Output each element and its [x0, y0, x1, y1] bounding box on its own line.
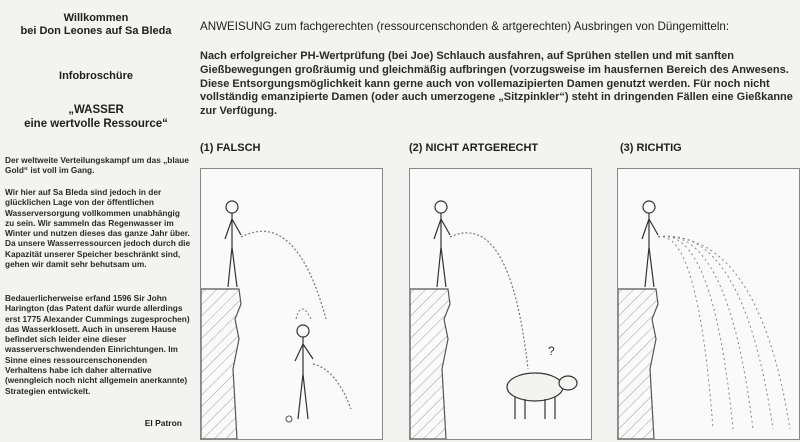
stream-2 — [313, 364, 351, 409]
spray-fan — [658, 236, 790, 429]
question-mark: ? — [548, 344, 555, 358]
sidebar-paragraph-3: Bedauerlicherweise erfand 1596 Sir John Harington (das Patent dafür wurde allerdings erst 1775 Alexander Cummings zugesprochen) das Wasserklosett. Auch in unserem Hause befindet sich leider eine dieser wasserverschwendenden Einrichtungen. Im Sinne eines ressourcenschonenden Verhaltens habe ich daher alternative (wenngleich noch nicht allgemein anerkannte) Strategien entwickelt. — [5, 293, 190, 396]
signature: El Patron — [144, 418, 182, 428]
caption-falsch: (1) FALSCH — [200, 142, 261, 154]
panel-falsch — [200, 168, 383, 440]
greeting-line-2: bei Don Leones auf Sa Bleda — [20, 25, 172, 37]
splash — [296, 309, 311, 319]
man-on-cliff — [225, 201, 241, 287]
main-content — [200, 0, 800, 442]
caption-nicht-artgerecht: (2) NICHT ARTGERECHT — [409, 142, 539, 154]
illustration-nicht-artgerecht — [410, 169, 591, 439]
sidebar-header — [0, 12, 192, 38]
man-on-cliff — [434, 201, 450, 287]
brochure-subtitle: Infobroschüre — [59, 70, 133, 82]
stream — [450, 233, 528, 369]
quote-line-1: „WASSER — [68, 104, 124, 116]
quote-line-2: eine wertvolle Ressource“ — [24, 118, 168, 130]
instruction-body: Nach erfolgreicher PH-Wertprüfung (bei Joe) Schlauch ausfahren, auf Sprühen stellen und mit sanften Gießbewegungen großräumig und gleichmäßig aufbringen (vorzugsweise im hausfernen Bereich des Anwesens. Diese Entsorgungsmöglichkeit kann gerne auch von vollemazipierten Damen genutzt werden. Für noch nicht vollständig emanzipierte Damen (oder auch umerzogene „Sitzpinkler“) steht in dringenden Fällen eine Gießkanne zur Verfügung. — [200, 50, 793, 118]
caption-richtig: (3) RICHTIG — [620, 142, 682, 154]
panel-richtig — [617, 168, 800, 440]
brochure-quote — [0, 103, 192, 131]
panel-nicht-artgerecht — [409, 168, 592, 440]
cliff-shape — [618, 289, 658, 439]
man-on-cliff — [642, 201, 658, 287]
illustration-richtig — [618, 169, 799, 439]
sheep — [507, 373, 577, 419]
cliff-shape — [410, 289, 450, 439]
greeting-line-1: Willkommen — [63, 12, 129, 24]
stream-1 — [241, 231, 326, 319]
cliff-shape — [201, 289, 241, 439]
sidebar-paragraph-2: Wir hier auf Sa Bleda sind jedoch in der glücklichen Lage von der öffentlichen Wasserversorgung vollkommen unabhängig zu sein. Wir sammeln das Regenwasser im Winter und nutzen dieses das ganze Jahr über. Da unsere Wasserressourcen jedoch durch die Kapazität unserer Speicher beschränkt sind, gehen wir damit sehr behutsam um. — [5, 187, 191, 270]
instruction-title: ANWEISUNG zum fachgerechten (ressourcenschonden & artgerechten) Ausbringen von Düngemitteln: — [200, 20, 730, 33]
sidebar — [0, 0, 192, 442]
sidebar-paragraph-1: Der weltweite Verteilungskampf um das „blaue Gold“ ist voll im Gang. — [5, 155, 189, 176]
man-below — [295, 325, 313, 419]
illustration-falsch — [201, 169, 382, 439]
